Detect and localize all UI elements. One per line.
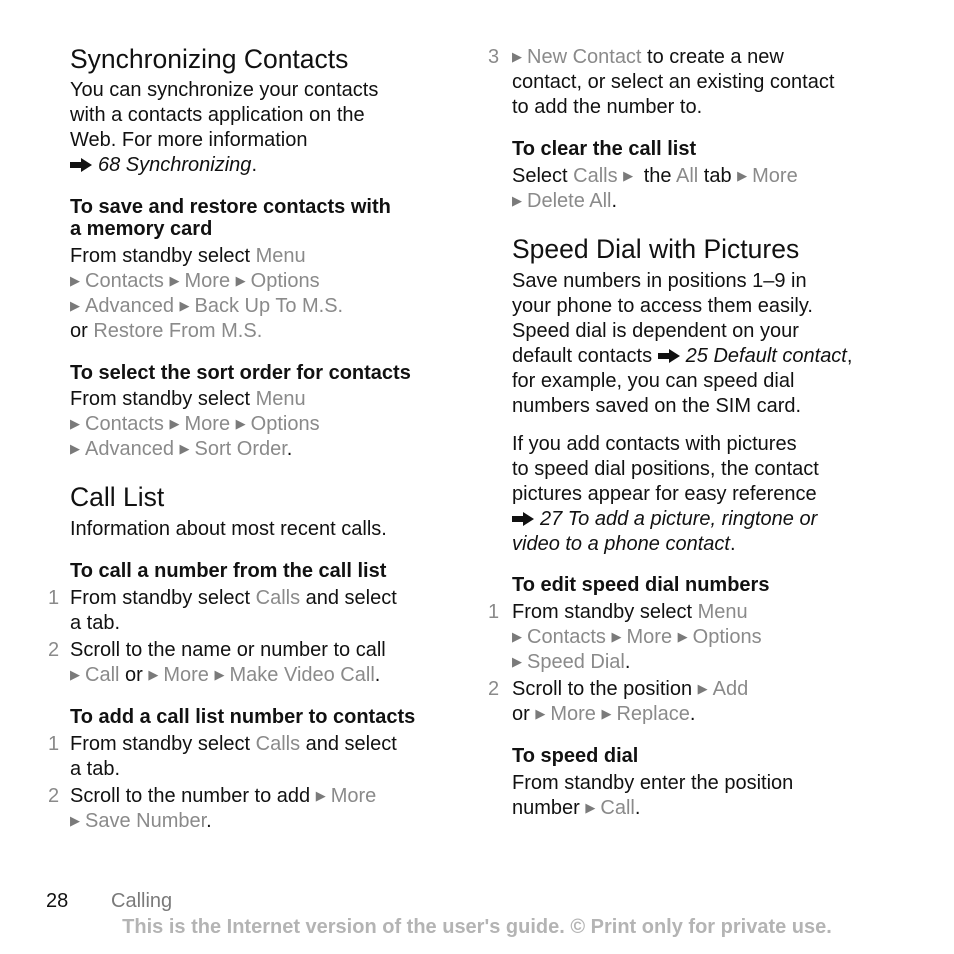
body-text: Save numbers in positions 1–9 in [512, 270, 807, 292]
body-text: with a contacts application on the [70, 104, 365, 126]
triangle-right-icon: ▶ [512, 193, 522, 208]
triangle-right-icon: ▶ [585, 800, 596, 815]
menu-item-menu: Menu [255, 245, 306, 267]
instruction-line: ▶ Advanced ▶ Sort Order. [70, 438, 293, 460]
menu-item-contacts: Contacts [85, 413, 164, 435]
menu-item-more: More [626, 626, 673, 648]
instruction-line: a tab. [70, 612, 121, 634]
step-number: 1 [48, 587, 60, 609]
body-text: Information about most recent calls. [70, 518, 387, 540]
triangle-right-icon: ▶ [148, 667, 159, 682]
instruction-line: ▶ Speed Dial. [512, 651, 631, 673]
triangle-right-icon: ▶ [70, 298, 80, 313]
body-text: If you add contacts with pictures [512, 433, 797, 455]
reference-link[interactable]: 25 Default contact [685, 345, 847, 367]
instruction-line: or ▶ More ▶ Replace. [512, 703, 696, 725]
menu-item-delete-all: Delete All [527, 190, 612, 212]
menu-item-more: More [330, 785, 377, 807]
section-title-call-list: Call List [70, 482, 165, 512]
triangle-right-icon: ▶ [214, 667, 225, 682]
triangle-right-icon: ▶ [70, 416, 80, 431]
menu-item-calls: Calls [255, 733, 301, 755]
triangle-right-icon: ▶ [179, 298, 190, 313]
menu-item-menu: Menu [255, 388, 306, 410]
instruction-line: From standby select Calls and select [70, 733, 397, 755]
menu-item-more: More [752, 165, 798, 187]
instruction-line: From standby select Menu [70, 388, 306, 410]
menu-item-backup: Back Up To M.S. [194, 295, 344, 317]
triangle-right-icon: ▶ [70, 667, 80, 682]
triangle-right-icon: ▶ [535, 706, 546, 721]
instruction-line: Scroll to the name or number to call [70, 639, 386, 661]
step-number: 2 [488, 678, 500, 700]
menu-item-more: More [550, 703, 596, 725]
triangle-right-icon: ▶ [179, 441, 190, 456]
subheading: a memory card [70, 218, 213, 240]
triangle-right-icon: ▶ [737, 168, 748, 183]
triangle-right-icon: ▶ [70, 813, 80, 828]
triangle-right-icon: ▶ [235, 416, 246, 431]
menu-item-menu: Menu [697, 601, 748, 623]
triangle-right-icon: ▶ [677, 629, 688, 644]
instruction-line [70, 294, 343, 320]
arrow-right-icon [70, 158, 92, 172]
cross-reference[interactable] [512, 507, 817, 532]
menu-item-more: More [184, 413, 231, 435]
body-text: Speed dial is dependent on your [512, 320, 799, 342]
subheading: To speed dial [512, 745, 639, 767]
copyright-notice: This is the Internet version of the user's guide. © Print only for private use. [122, 916, 832, 938]
triangle-right-icon: ▶ [70, 273, 80, 288]
triangle-right-icon: ▶ [611, 629, 622, 644]
menu-item-advanced: Advanced [85, 295, 174, 317]
section-title-synchronizing: Synchronizing Contacts [70, 44, 349, 74]
instruction-line: Scroll to the number to add ▶ More [70, 785, 377, 807]
menu-item-all: All [675, 165, 699, 187]
triangle-right-icon: ▶ [70, 441, 80, 456]
menu-item-contacts: Contacts [85, 270, 164, 292]
menu-item-calls: Calls [573, 165, 618, 187]
menu-item-call: Call [85, 664, 120, 686]
menu-item-new-contact: New Contact [527, 46, 642, 68]
body-text: numbers saved on the SIM card. [512, 395, 802, 417]
body-text: Web. For more information [70, 129, 308, 151]
instruction-line: ▶ Save Number. [70, 810, 212, 832]
step-number: 2 [48, 785, 60, 807]
instruction-line [512, 625, 762, 651]
instruction-line: ▶ Call or ▶ More ▶ Make Video Call. [70, 664, 381, 686]
instruction-line: From standby select Calls and select [70, 587, 397, 609]
body-text: your phone to access them easily. [512, 295, 813, 317]
triangle-right-icon: ▶ [697, 681, 708, 696]
cross-reference[interactable]: 68 Synchronizing. [70, 153, 257, 178]
instruction-line: or Restore From M.S. [70, 320, 263, 342]
triangle-right-icon: ▶ [512, 654, 522, 669]
menu-item-calls: Calls [255, 587, 301, 609]
reference-link[interactable]: video to a phone contact [512, 533, 730, 555]
step-number: 1 [488, 601, 500, 623]
triangle-right-icon: ▶ [512, 629, 522, 644]
menu-item-options: Options [692, 626, 762, 648]
instruction-line: From standby enter the position [512, 772, 794, 794]
instruction-line: ▶ New Contact to create a new [512, 46, 784, 68]
menu-item-options: Options [250, 270, 320, 292]
menu-item-contacts: Contacts [527, 626, 606, 648]
instruction-line: a tab. [70, 758, 121, 780]
triangle-right-icon: ▶ [235, 273, 246, 288]
arrow-right-icon [658, 349, 680, 363]
menu-item-more: More [163, 664, 209, 686]
body-text: for example, you can speed dial [512, 370, 795, 392]
triangle-right-icon: ▶ [169, 416, 180, 431]
body-text: You can synchronize your contacts [70, 79, 379, 101]
reference-link[interactable]: 68 Synchronizing [98, 154, 252, 176]
section-name: Calling [111, 890, 173, 912]
body-text: to speed dial positions, the contact [512, 458, 819, 480]
step-number: 3 [488, 46, 500, 68]
instruction-line [70, 412, 320, 438]
triangle-right-icon: ▶ [512, 49, 522, 64]
instruction-line: From standby select Menu [70, 245, 306, 267]
menu-item-make-video-call: Make Video Call [229, 664, 375, 686]
menu-item-speed-dial: Speed Dial [527, 651, 625, 673]
instruction-line: number ▶ Call. [512, 797, 641, 819]
triangle-right-icon: ▶ [601, 706, 612, 721]
cross-reference[interactable]: video to a phone contact. [512, 533, 736, 555]
cross-reference[interactable]: default contacts 25 Default contact, [512, 345, 853, 367]
subheading: To select the sort order for contacts [70, 362, 411, 384]
triangle-right-icon: ▶ [169, 273, 180, 288]
section-title-speed-dial: Speed Dial with Pictures [512, 234, 800, 264]
subheading: To save and restore contacts with [70, 196, 391, 218]
menu-item-more: More [184, 270, 231, 292]
menu-item-sort-order: Sort Order [194, 438, 287, 460]
subheading: To add a call list number to contacts [70, 706, 416, 728]
instruction-line: Select Calls ▶ the All tab ▶ More [512, 165, 798, 187]
step-number: 2 [48, 639, 60, 661]
triangle-right-icon: ▶ [315, 788, 326, 803]
menu-item-restore: Restore From M.S. [93, 320, 263, 342]
menu-item-advanced: Advanced [85, 438, 174, 460]
step-number: 1 [48, 733, 60, 755]
instruction-line: From standby select Menu [512, 601, 748, 623]
reference-link[interactable]: 27 To add a picture, ringtone or [540, 508, 818, 530]
menu-item-options: Options [250, 413, 320, 435]
arrow-right-icon [512, 512, 534, 526]
body-text: pictures appear for easy reference [512, 483, 817, 505]
instruction-line: contact, or select an existing contact [512, 71, 835, 93]
menu-item-replace: Replace [616, 703, 690, 725]
menu-item-add: Add [712, 678, 749, 700]
page-number: 28 [46, 890, 69, 912]
menu-item-call: Call [600, 797, 635, 819]
instruction-line [70, 269, 320, 295]
triangle-right-icon: ▶ [623, 168, 634, 183]
subheading: To call a number from the call list [70, 560, 387, 582]
instruction-line: Scroll to the position ▶ Add [512, 678, 749, 700]
subheading: To edit speed dial numbers [512, 574, 770, 596]
instruction-line: to add the number to. [512, 96, 703, 118]
subheading: To clear the call list [512, 138, 697, 160]
instruction-line: ▶ Delete All. [512, 190, 618, 212]
menu-item-save-number: Save Number [85, 810, 207, 832]
